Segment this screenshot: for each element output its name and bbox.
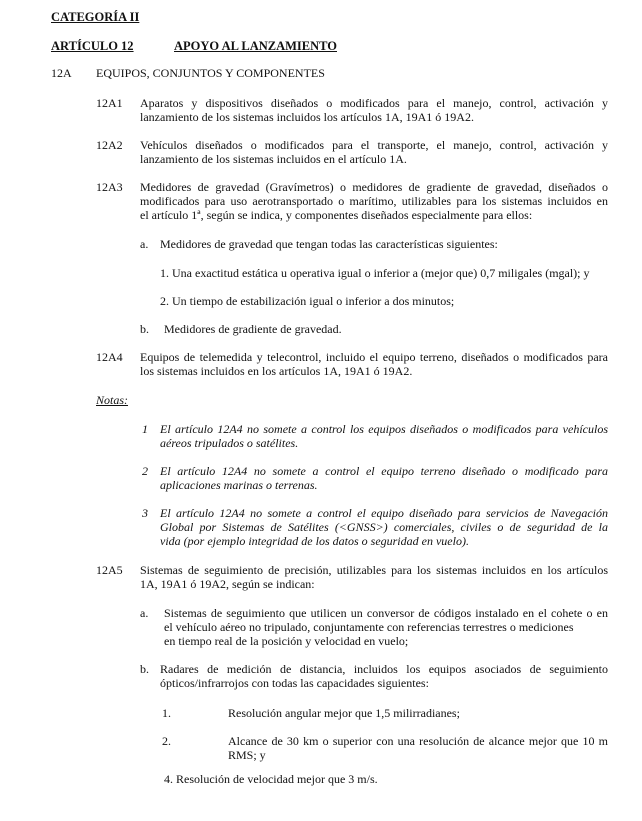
text-line: lanzamiento de los sistemas incluidos los artículos 1A, 19A1 ó 19A2. xyxy=(140,110,474,124)
text-line: RMS; y xyxy=(228,748,266,762)
item-code-12a1: 12A1 xyxy=(96,96,123,110)
article-number: ARTÍCULO 12 xyxy=(51,39,134,53)
sub-letter-12a5-a: a. xyxy=(140,606,149,620)
text-line: aplicaciones marinas o terrenas. xyxy=(160,478,318,492)
text-line: Radares de medición de distancia, incluidos los equipos asociados de seguimiento xyxy=(160,662,608,676)
text-line: vida (por ejemplo integridad de los datos o seguridad en vuelo). xyxy=(160,534,469,548)
section-title: EQUIPOS, CONJUNTOS Y COMPONENTES xyxy=(96,66,325,80)
note-text-1 xyxy=(160,422,608,450)
item-text-12a2 xyxy=(140,138,608,166)
item-code-12a5: 12A5 xyxy=(96,563,123,577)
note-number-2: 2 xyxy=(142,464,148,478)
sub-item-12a3-a-2: 2. Un tiempo de estabilización igual o inferior a dos minutos; xyxy=(160,294,455,308)
text-line: ópticos/infrarrojos con todas las capacidades siguientes: xyxy=(160,676,429,690)
text-line: aéreos tripulados o satélites. xyxy=(160,436,299,450)
item-code-12a2: 12A2 xyxy=(96,138,123,152)
note-number-1: 1 xyxy=(142,422,148,436)
category-heading: CATEGORÍA II xyxy=(51,10,140,24)
text-line: el vehículo aéreo no tripulado, conjuntamente con referencias terrestres o mediciones xyxy=(164,620,574,634)
sub-item-12a3-a-1: 1. Una exactitud estática u operativa igual o inferior a (mejor que) 0,7 miligales (mgal); y xyxy=(160,266,590,280)
text-line: Alcance de 30 km o superior con una resolución de alcance mejor que 10 m xyxy=(228,734,608,748)
item-text-12a4 xyxy=(140,350,608,378)
text-line: El artículo 12A4 no somete a control el equipo diseñado para servicios de Navegación xyxy=(160,506,608,520)
sub-text-12a5-b-2 xyxy=(228,734,608,762)
section-number: 12A xyxy=(51,66,72,80)
text-line: 1A, 19A1 ó 19A2, según se indican: xyxy=(140,577,315,591)
item-code-12a4: 12A4 xyxy=(96,350,123,364)
text-line: Sistemas de seguimiento que utilicen un conversor de códigos instalado en el cohete o en xyxy=(164,606,608,620)
item-text-12a5 xyxy=(140,563,608,591)
sub-number-12a5-b-2: 2. xyxy=(162,734,171,748)
text-line: en tiempo real de la posición y velocidad en vuelo; xyxy=(164,634,409,648)
sub-text-12a3-a: Medidores de gravedad que tengan todas las características siguientes: xyxy=(160,237,498,251)
sub-number-12a5-b-1: 1. xyxy=(162,706,171,720)
item-text-12a1 xyxy=(140,96,608,124)
text-line: El artículo 12A4 no somete a control los equipos diseñados o modificados para vehículos xyxy=(160,422,608,436)
text-line: Sistemas de seguimiento de precisión, utilizables para los sistemas incluidos en los artículos xyxy=(140,563,608,577)
text-line: lanzamiento de los sistemas incluidos en el artículo 1A. xyxy=(140,152,407,166)
sub-letter-12a5-b: b. xyxy=(140,662,149,676)
note-number-3: 3 xyxy=(142,506,148,520)
sub-text-12a5-b-1: Resolución angular mejor que 1,5 milirradianes; xyxy=(228,706,460,720)
text-line: Equipos de telemedida y telecontrol, incluido el equipo terreno, diseñados o modificados para xyxy=(140,350,608,364)
sub-text-12a5-b xyxy=(160,662,608,690)
text-line: Vehículos diseñados o modificados para el transporte, el manejo, control, activación y xyxy=(140,138,608,152)
sub-letter-12a3-a: a. xyxy=(140,237,149,251)
text-line: El artículo 12A4 no somete a control el equipo terreno diseñado o modificado para xyxy=(160,464,608,478)
text-line: el artículo 1ª, según se indica, y componentes diseñados especialmente para ellos: xyxy=(140,208,533,222)
sub-item-12a5-b-4: 4. Resolución de velocidad mejor que 3 m/s. xyxy=(164,772,378,786)
item-code-12a3: 12A3 xyxy=(96,180,123,194)
text-line: los sistemas incluidos en los artículos 1A, 19A1 ó 19A2. xyxy=(140,364,413,378)
article-title: APOYO AL LANZAMIENTO xyxy=(174,39,337,53)
note-text-2 xyxy=(160,464,608,492)
item-text-12a3 xyxy=(140,180,608,222)
sub-letter-12a3-b: b. xyxy=(140,322,149,336)
sub-text-12a5-a xyxy=(164,606,608,648)
text-line: Aparatos y dispositivos diseñados o modificados para el manejo, control, activación y xyxy=(140,96,608,110)
sub-text-12a3-b: Medidores de gradiente de gravedad. xyxy=(164,322,342,336)
notes-heading: Notas: xyxy=(96,393,129,407)
note-text-3 xyxy=(160,506,608,548)
text-line: Medidores de gravedad (Gravímetros) o medidores de gradiente de gravedad, diseñados o xyxy=(140,180,608,194)
text-line: Global por Sistemas de Satélites (<GNSS>) comerciales, civiles o de seguridad de la xyxy=(160,520,608,534)
text-line: modificados para uso aerotransportado o marítimo, utilizables para los sistemas incluidos en xyxy=(140,194,608,208)
